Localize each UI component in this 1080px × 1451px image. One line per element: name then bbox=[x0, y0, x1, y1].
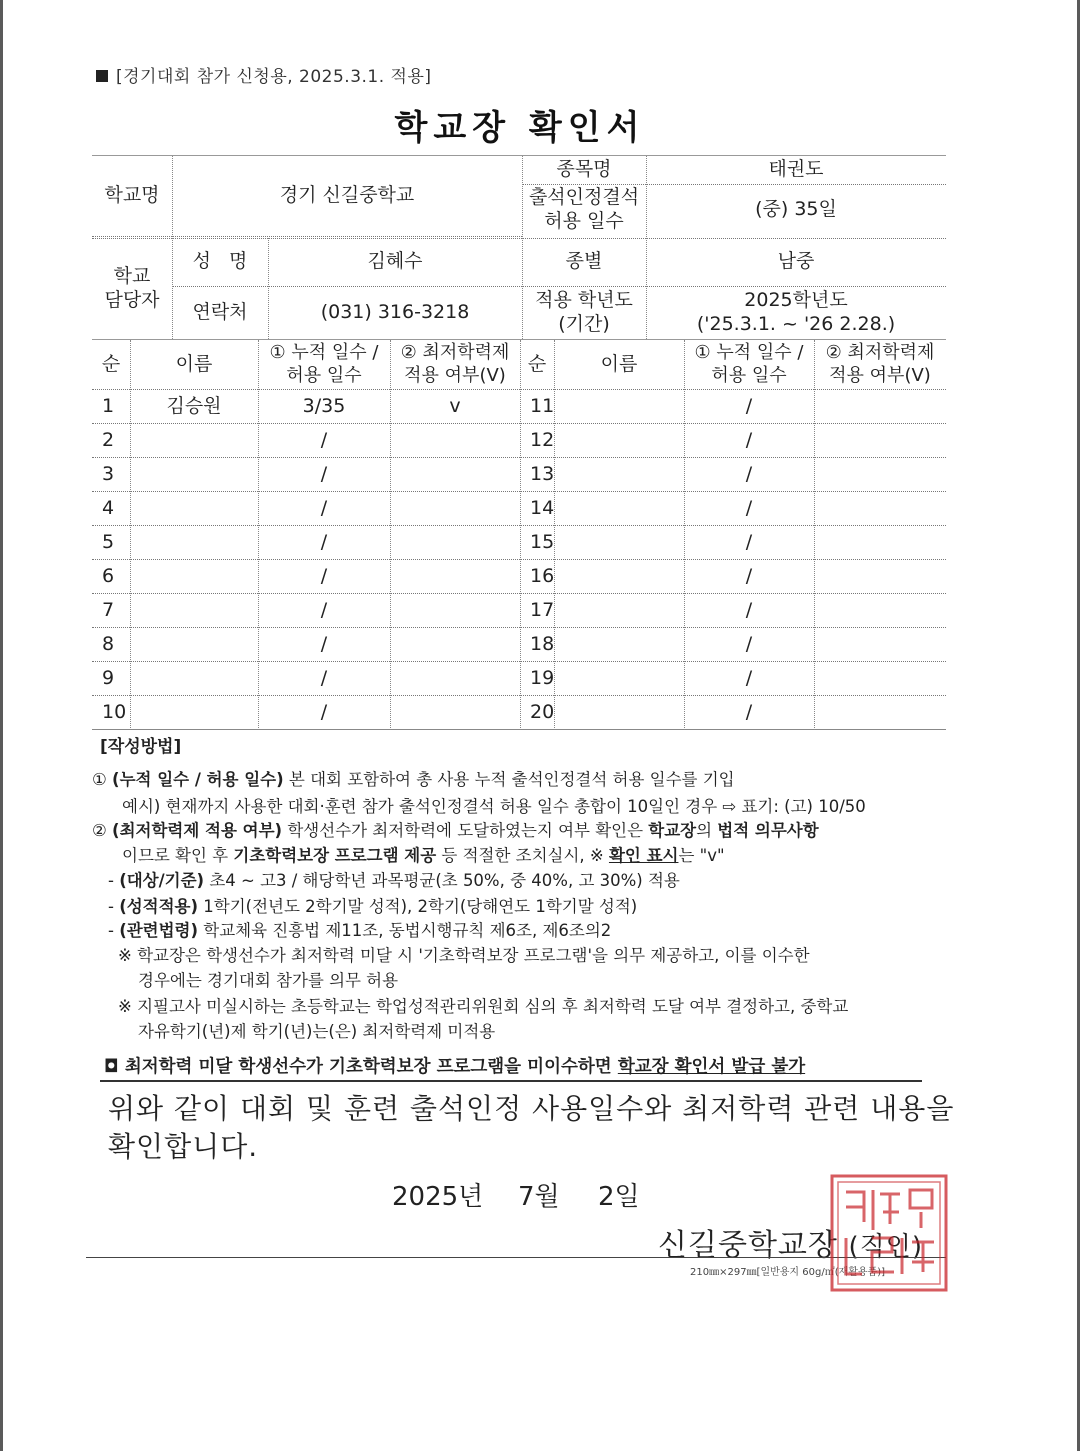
table-cell-check bbox=[814, 492, 946, 526]
table-cell-days: / bbox=[320, 701, 328, 724]
table-cell-days: / bbox=[745, 463, 753, 486]
table-row-line bbox=[92, 559, 946, 560]
instruction-line: 자유학기(년)제 학기(년)는(은) 최저학력제 미적용 bbox=[138, 1022, 496, 1041]
header-min bbox=[390, 340, 520, 389]
table-cell-days: / bbox=[745, 497, 753, 520]
table-cell-no: 7 bbox=[102, 599, 115, 622]
text: 학교체육 진흥법 제11조, 동법시행규칙 제6조, 제6조의2 bbox=[198, 921, 612, 940]
instruction-line bbox=[92, 769, 735, 790]
table-cell-days: / bbox=[745, 633, 753, 656]
table-cell-days: / bbox=[320, 565, 328, 588]
text: 초4 ~ 고3 / 해당학년 과목평균(초 50%, 중 40%, 고 30%) 적용 bbox=[204, 871, 680, 890]
confirmation-line2: 확인합니다. bbox=[108, 1129, 259, 1163]
table-cell-check bbox=[814, 662, 946, 696]
table-cell-no: 1 bbox=[102, 395, 115, 418]
bold-text: (성적적용) bbox=[119, 897, 199, 916]
table-cell-days: / bbox=[745, 429, 753, 452]
bold-text: 법적 의무사항 bbox=[717, 821, 819, 840]
table-cell-check bbox=[814, 526, 946, 560]
header-name: 이름 bbox=[175, 352, 213, 375]
table-cell-days: / bbox=[745, 531, 753, 554]
rule-line bbox=[92, 236, 522, 237]
table-cell-check bbox=[390, 526, 520, 560]
name-label: 성 명 bbox=[192, 250, 248, 273]
manager-label-line1: 학교 bbox=[113, 264, 151, 287]
table-cell-no: 11 bbox=[530, 395, 555, 418]
allowed-days-label-line2: 허용 일수 bbox=[544, 210, 624, 232]
text: 는 "v" bbox=[678, 846, 725, 865]
table-cell-check bbox=[814, 390, 946, 424]
table-row-line bbox=[92, 491, 946, 492]
table-cell-days: / bbox=[745, 667, 753, 690]
instruction-line: ※ 지필고사 미실시하는 초등학교는 학업성적관리위원회 심의 후 최저학력 도달 여부 결정하고, 중학교 bbox=[118, 997, 849, 1016]
header-min-line2: 적용 여부(V) bbox=[829, 364, 931, 386]
bold-text: (누적 일수 / 허용 일수) bbox=[112, 770, 284, 789]
table-cell-no: 20 bbox=[530, 701, 555, 724]
table-cell-name bbox=[554, 594, 684, 628]
text: 본 대회 포함하여 총 사용 누적 출석인정결석 허용 일수를 기입 bbox=[283, 770, 735, 789]
table-row-line bbox=[92, 593, 946, 594]
paper-note: 210㎜×297㎜[일반용지 60g/㎡(재활용품)] bbox=[690, 1267, 886, 1278]
table-cell-no: 8 bbox=[102, 633, 115, 656]
header-days bbox=[258, 340, 390, 389]
text: 이므로 확인 후 bbox=[122, 846, 234, 865]
header-days-line1: ① 누적 일수 / bbox=[269, 342, 379, 363]
marker: ② bbox=[92, 821, 107, 840]
table-cell-check bbox=[390, 628, 520, 662]
marker: ① bbox=[92, 770, 107, 789]
warning-line bbox=[104, 1056, 805, 1079]
bold-text: 기초학력보장 프로그램 제공 bbox=[233, 846, 437, 865]
event-value: 태권도 bbox=[768, 158, 824, 181]
table-row-line bbox=[92, 423, 946, 424]
table-row-line bbox=[92, 729, 946, 730]
table-cell-check bbox=[390, 424, 520, 458]
school-seal-icon bbox=[828, 1172, 950, 1294]
table-cell-name bbox=[554, 424, 684, 458]
table-cell-days: / bbox=[745, 395, 753, 418]
table-cell-name bbox=[554, 628, 684, 662]
bold-text: 확인 표시 bbox=[608, 846, 679, 865]
instruction-line: 경우에는 경기대회 참가를 의무 허용 bbox=[138, 971, 399, 990]
allowed-days-label-line1: 출석인정결석 bbox=[528, 186, 640, 209]
event-label: 종목명 bbox=[556, 158, 612, 181]
table-cell-no: 5 bbox=[102, 531, 115, 554]
year-label-line2: (기간) bbox=[558, 312, 610, 335]
table-cell-days: / bbox=[320, 599, 328, 622]
table-cell-no: 4 bbox=[102, 497, 115, 520]
table-cell-name bbox=[130, 628, 258, 662]
header-note bbox=[96, 62, 432, 87]
table-cell-days: / bbox=[745, 565, 753, 588]
bold-text: (대상/기준) bbox=[119, 871, 205, 890]
header-days bbox=[684, 340, 814, 389]
table-cell-no: 13 bbox=[530, 463, 555, 486]
table-cell-name bbox=[130, 560, 258, 594]
confirmation-text bbox=[108, 1090, 954, 1166]
table-cell-check bbox=[814, 628, 946, 662]
table-cell-check bbox=[814, 594, 946, 628]
instruction-line: - (관련법령) 학교체육 진흥법 제11조, 동법시행규칙 제6조, 제6조의2 bbox=[108, 921, 612, 940]
contact-value: (031) 316-3218 bbox=[320, 300, 470, 323]
principal-name: 신길중학교장 bbox=[658, 1228, 838, 1263]
date-year: 2025년 bbox=[392, 1182, 484, 1212]
instruction-line: - (성적적용) 1학기(전년도 2학기말 성적), 2학기(당해연도 1학기말 성적) bbox=[108, 897, 638, 916]
table-cell-days: / bbox=[745, 599, 753, 622]
header-name: 이름 bbox=[600, 352, 638, 375]
table-cell-no: 16 bbox=[530, 565, 555, 588]
page-title: 학교장 확인서 bbox=[394, 108, 646, 148]
table-cell-days: 3/35 bbox=[302, 395, 346, 418]
table-cell-name bbox=[554, 458, 684, 492]
header-min-line1: ② 최저학력제 bbox=[825, 342, 935, 363]
table-cell-check bbox=[390, 492, 520, 526]
bold-text: (관련법령) bbox=[119, 921, 199, 940]
table-cell-no: 2 bbox=[102, 429, 115, 452]
table-cell-name bbox=[554, 662, 684, 696]
header-days-line2: 허용 일수 bbox=[286, 364, 362, 386]
table-cell-check bbox=[390, 560, 520, 594]
square-bullet-icon bbox=[96, 70, 108, 82]
bold-text: 학교장 bbox=[648, 821, 697, 840]
table-cell-name bbox=[130, 458, 258, 492]
text: 학생선수가 최저학력에 도달하였는지 여부 확인은 bbox=[282, 821, 649, 840]
header-no: 순 bbox=[101, 352, 121, 375]
confirmation-line1: 위와 같이 대회 및 훈련 출석인정 사용일수와 최저학력 관련 내용을 bbox=[108, 1092, 955, 1125]
text: 등 적절한 조치실시, ※ bbox=[436, 846, 609, 865]
table-cell-days: / bbox=[320, 429, 328, 452]
manager-label-line2: 담당자 bbox=[104, 288, 160, 311]
header-min-line1: ② 최저학력제 bbox=[400, 342, 510, 363]
table-cell-name bbox=[130, 492, 258, 526]
table-cell-check: v bbox=[449, 395, 461, 418]
name-value: 김혜수 bbox=[367, 250, 423, 273]
text: 1학기(전년도 2학기말 성적), 2학기(당해연도 1학기말 성적) bbox=[198, 897, 638, 916]
table-cell-days: / bbox=[745, 701, 753, 724]
year-value bbox=[646, 286, 946, 339]
seal-label: (직인) bbox=[848, 1232, 923, 1262]
table-cell-days: / bbox=[320, 531, 328, 554]
table-cell-no: 19 bbox=[530, 667, 555, 690]
underlined-text: 학교장 확인서 발급 불가 bbox=[617, 1057, 806, 1077]
year-label bbox=[522, 286, 646, 339]
manager-label bbox=[92, 238, 172, 339]
table-row-line bbox=[92, 627, 946, 628]
table-cell-no: 12 bbox=[530, 429, 555, 452]
header-days-line1: ① 누적 일수 / bbox=[694, 342, 804, 363]
bold-text: (최저학력제 적용 여부) bbox=[112, 821, 283, 840]
instructions-heading: [작성방법] bbox=[100, 737, 182, 757]
school-value: 경기 신길중학교 bbox=[279, 184, 415, 207]
date-day: 2일 bbox=[598, 1182, 640, 1212]
table-cell-check bbox=[390, 696, 520, 730]
page-edge-left bbox=[0, 0, 3, 1451]
table-cell-check bbox=[390, 458, 520, 492]
table-cell-days: / bbox=[320, 497, 328, 520]
text: 최저학력 미달 학생선수가 기초학력보장 프로그램을 미이수하면 bbox=[124, 1057, 618, 1077]
table-cell-name bbox=[130, 526, 258, 560]
header-min-line2: 적용 여부(V) bbox=[404, 364, 506, 386]
header-no: 순 bbox=[527, 352, 547, 375]
table-cell-no: 9 bbox=[102, 667, 115, 690]
year-value-line1: 2025학년도 bbox=[744, 288, 848, 311]
header-note-text: [경기대회 참가 신청용, 2025.3.1. 적용] bbox=[116, 67, 432, 87]
table-row-line bbox=[92, 661, 946, 662]
instruction-line: - (대상/기준) 초4 ~ 고3 / 해당학년 과목평균(초 50%, 중 40%, 고 30%) 적용 bbox=[108, 871, 680, 890]
table-cell-no: 3 bbox=[102, 463, 115, 486]
instruction-line bbox=[92, 820, 819, 841]
header-days-line2: 허용 일수 bbox=[711, 364, 787, 386]
table-cell-check bbox=[390, 594, 520, 628]
table-cell-check bbox=[814, 560, 946, 594]
table-cell-name bbox=[130, 662, 258, 696]
instruction-line: 예시) 현재까지 사용한 대회·훈련 참가 출석인정결석 허용 일수 총합이 10일인 경우 ⇨ 표기: (고) 10/50 bbox=[122, 797, 866, 816]
year-value-line2: ('25.3.1. ~ '26 2.28.) bbox=[696, 312, 896, 335]
table-cell-name bbox=[554, 492, 684, 526]
table-cell-no: 6 bbox=[102, 565, 115, 588]
table-cell-no: 18 bbox=[530, 633, 555, 656]
allowed-days-label bbox=[522, 184, 646, 236]
rule-line bbox=[86, 1257, 946, 1258]
table-row-line bbox=[92, 525, 946, 526]
header-min bbox=[814, 340, 946, 389]
table-cell-no: 10 bbox=[102, 701, 127, 724]
table-cell-name bbox=[554, 696, 684, 730]
category-label: 종별 bbox=[565, 250, 603, 273]
table-cell-no: 17 bbox=[530, 599, 555, 622]
table-cell-name: 김승원 bbox=[166, 395, 222, 418]
table-cell-name bbox=[554, 560, 684, 594]
table-cell-check bbox=[390, 662, 520, 696]
table-cell-check bbox=[814, 696, 946, 730]
table-row-line bbox=[92, 695, 946, 696]
year-label-line1: 적용 학년도 bbox=[535, 288, 633, 311]
instruction-line: ※ 학교장은 학생선수가 최저학력 미달 시 '기초학력보장 프로그램'을 의무 제공하고, 이를 이수한 bbox=[118, 946, 810, 965]
table-cell-check bbox=[814, 424, 946, 458]
table-cell-name bbox=[130, 696, 258, 730]
table-cell-name bbox=[554, 526, 684, 560]
rule-line bbox=[100, 1080, 922, 1082]
category-value: 남중 bbox=[777, 250, 815, 273]
table-cell-check bbox=[814, 458, 946, 492]
table-cell-name bbox=[554, 390, 684, 424]
table-cell-name bbox=[130, 594, 258, 628]
school-label: 학교명 bbox=[104, 184, 160, 207]
date-month: 7월 bbox=[518, 1182, 560, 1212]
instruction-line bbox=[122, 845, 725, 866]
text: 의 bbox=[696, 821, 718, 840]
table-row-line bbox=[92, 457, 946, 458]
allowed-days-value: (중) 35일 bbox=[755, 198, 837, 221]
table-cell-no: 14 bbox=[530, 497, 555, 520]
table-cell-no: 15 bbox=[530, 531, 555, 554]
contact-label: 연락처 bbox=[192, 300, 248, 323]
table-cell-days: / bbox=[320, 667, 328, 690]
arrow-box-icon: ◘ bbox=[104, 1057, 119, 1077]
table-cell-name bbox=[130, 424, 258, 458]
table-cell-days: / bbox=[320, 463, 328, 486]
table-cell-days: / bbox=[320, 633, 328, 656]
